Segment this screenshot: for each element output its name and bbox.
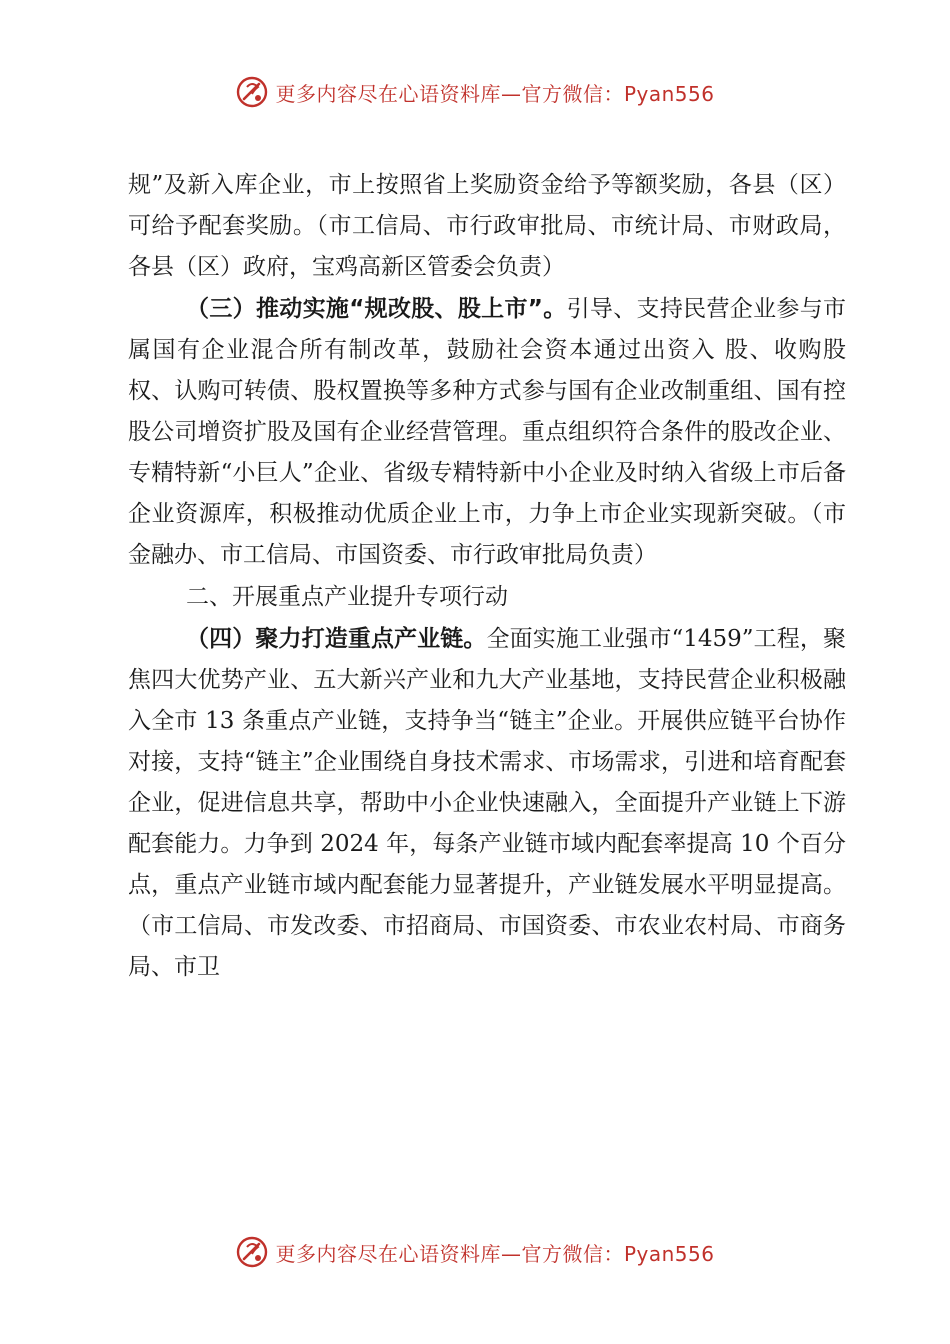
header-banner: [0, 70, 950, 114]
footer-banner: [0, 1230, 950, 1274]
paragraph-item-4: [128, 619, 846, 988]
logo-icon: [235, 1235, 269, 1269]
document-body: [128, 165, 846, 988]
paragraph-item-3: [128, 289, 846, 576]
item-4-heading: （四）聚力打造重点产业链。: [186, 626, 487, 652]
banner-text: 更多内容尽在心语资料库—官方微信：Pyan556: [275, 81, 715, 106]
paragraph-continuation: 规”及新入库企业，市上按照省上奖励资金给予等额奖励，各县（区）可给予配套奖励。（市工信局、市行政审批局、市统计局、市财政局，各县（区）政府，宝鸡高新区管委会负责）: [128, 172, 846, 280]
banner-text: 更多内容尽在心语资料库—官方微信：Pyan556: [275, 1241, 715, 1266]
item-4-body: 全面实施工业强市“1459”工程，聚焦四大优势产业、五大新兴产业和九大产业基地，支持民营企业积极融入全市 13 条重点产业链，支持争当“链主”企业。开展供应链平台协作对接，支持“链主”企业围绕自身技术需求、市场需求，引进和培育配套企业，促进信息共享，帮助中小企业快速融入，全面提升产业链上下游配套能力。力争到 2024 年，每条产业链市域内配套率提高 10 个百分点，重点产业链市域内配套能力显著提升，产业链发展水平明显提高。（市工信局、市发改委、市招商局、市国资委、市农业农村局、市商务局、市卫: [128, 626, 846, 980]
item-3-body: 引导、支持民营企业参与市属国有企业混合所有制改革，鼓励社会资本通过出资入 股、收购股权、认购可转债、股权置换等多种方式参与国有企业改制重组、国有控股公司增资扩股及国有企业经营管理。重点组织符合条件的股改企业、专精特新“小巨人”企业、省级专精特新中小企业及时纳入省级上市后备企业资源库，积极推动优质企业上市，力争上市企业实现新突破。（市金融办、市工信局、市国资委、市行政审批局负责）: [128, 296, 847, 568]
item-3-heading: （三）推动实施“规改股、股上市”。: [186, 296, 567, 322]
logo-icon: [235, 75, 269, 109]
section-title: 二、开展重点产业提升专项行动: [186, 584, 508, 610]
